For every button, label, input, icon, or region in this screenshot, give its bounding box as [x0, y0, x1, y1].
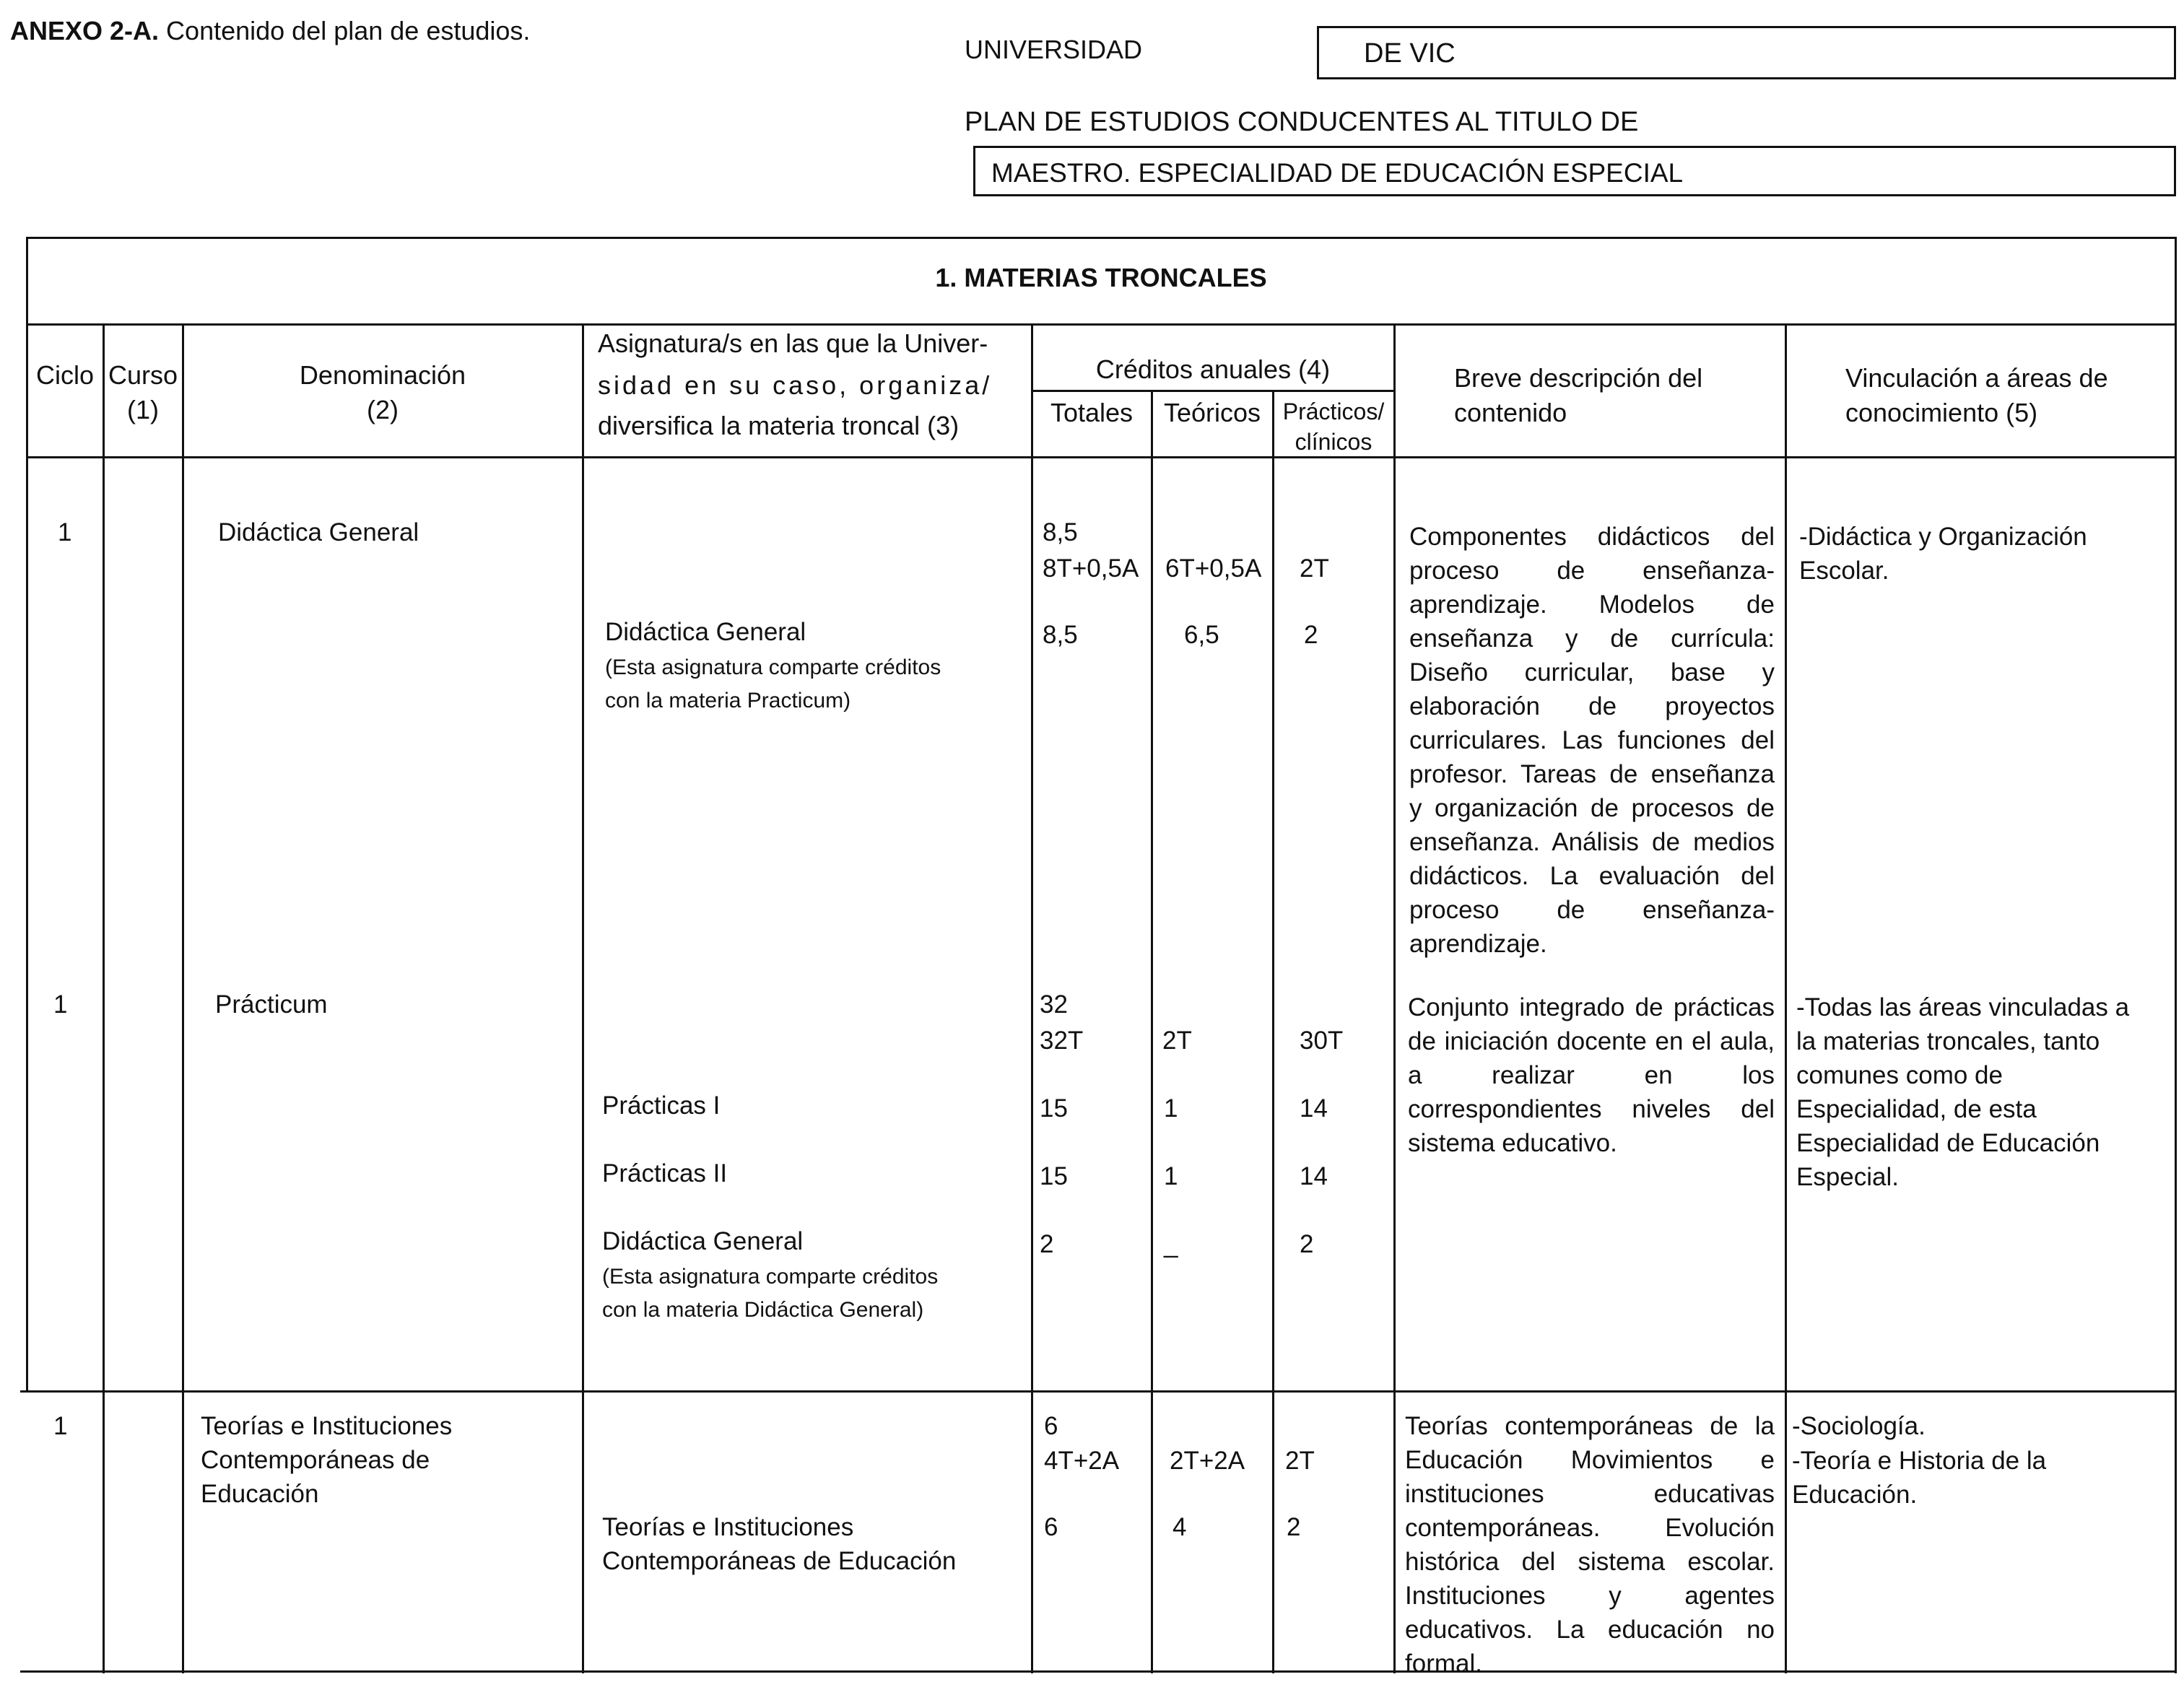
row2-subject1-totales: 15 [1040, 1094, 1068, 1123]
header-totales: Totales [1050, 398, 1134, 427]
row1-subject-note-1: (Esta asignatura comparte créditos [605, 655, 941, 679]
row3-subject-totales: 6 [1044, 1513, 1058, 1541]
row2-teoricos-split: 2T [1162, 1027, 1192, 1055]
row3-subject-line1: Teorías e Instituciones [602, 1513, 854, 1541]
row1-subject-teoricos: 6,5 [1184, 621, 1219, 649]
row1-practicos-split: 2T [1300, 554, 1329, 583]
row2-subject3-practicos: 2 [1300, 1230, 1314, 1258]
row1-denominacion: Didáctica General [218, 518, 419, 546]
plan-value: MAESTRO. ESPECIALIDAD DE EDUCACIÓN ESPECIAL [991, 158, 1684, 188]
row1-totales-split: 8T+0,5A [1043, 554, 1139, 583]
row2-practicos-split: 30T [1300, 1027, 1344, 1055]
row3-subject-practicos: 2 [1287, 1513, 1301, 1541]
row2-subject3-note-2: con la materia Didáctica General) [602, 1298, 924, 1322]
row2-subject3-note-1: (Esta asignatura comparte créditos [602, 1265, 939, 1289]
header-asignatura-line1: Asignatura/s en las que la Univer- [598, 328, 988, 358]
row2-ciclo: 1 [53, 990, 68, 1019]
row3-ciclo: 1 [53, 1412, 68, 1440]
table-title: 1. MATERIAS TRONCALES [935, 263, 1267, 292]
row1-ciclo: 1 [58, 518, 72, 546]
row2-subject1-practicos: 14 [1300, 1094, 1328, 1123]
row2-vinculacion: -Todas las áreas vinculadas a la materias troncales, tanto comunes como de Especialidad, de esta Especialidad de Educación Especial. [1796, 993, 2130, 1191]
header-practicos-line1: Prácticos/ [1282, 398, 1385, 424]
row2-subject1-teoricos: 1 [1164, 1094, 1178, 1123]
row2-subject3: Didáctica General [602, 1227, 804, 1255]
university-label: UNIVERSIDAD [965, 35, 1143, 64]
row3-subject-line2: Contemporáneas de Educación [602, 1547, 957, 1575]
header-descripcion-line2: contenido [1454, 398, 1567, 427]
annex-title: ANEXO 2-A. Contenido del plan de estudios. [10, 16, 531, 45]
header-creditos: Créditos anuales (4) [1095, 354, 1331, 384]
header-ciclo: Ciclo [35, 360, 94, 390]
row1-subject: Didáctica General [605, 618, 806, 646]
row3-vinculacion-line2: -Teoría e Historia de la Educación. [1792, 1447, 2047, 1509]
row3-denominacion-line3: Educación [201, 1480, 319, 1508]
row3-denominacion-line1: Teorías e Instituciones [201, 1412, 453, 1440]
row2-totales-split: 32T [1040, 1027, 1084, 1055]
row2-subject2-practicos: 14 [1300, 1162, 1328, 1190]
row2-totales-main: 32 [1040, 990, 1068, 1019]
row2-subject2-teoricos: 1 [1164, 1162, 1178, 1190]
header-asignatura-line3: diversifica la materia troncal (3) [598, 411, 960, 440]
row3-totales-split: 4T+2A [1044, 1447, 1120, 1475]
row1-teoricos-split: 6T+0,5A [1165, 554, 1262, 583]
row2-subject3-totales: 2 [1040, 1230, 1054, 1258]
row1-subject-practicos: 2 [1304, 621, 1318, 649]
row3-descripcion: Teorías contemporáneas de la Educación Movimientos e instituciones educativas contemporáneas. Evolución histórica del sistema escolar. Instituciones y agentes educativos. La educación no formal. [1405, 1412, 1775, 1678]
header-denominacion: Denominación [299, 360, 466, 390]
row2-subject3-teoricos: _ [1164, 1230, 1178, 1258]
row1-vinculacion: -Didáctica y Organización Escolar. [1799, 523, 2087, 585]
row2-subject1: Prácticas I [602, 1091, 721, 1120]
header-vinculacion-line1: Vinculación a áreas de [1845, 363, 2108, 393]
row1-subject-note-2: con la materia Practicum) [605, 689, 851, 713]
row1-subject-totales: 8,5 [1043, 621, 1078, 649]
header-teoricos: Teóricos [1163, 398, 1261, 427]
plan-label: PLAN DE ESTUDIOS CONDUCENTES AL TITULO DE [965, 107, 1639, 137]
header-curso: Curso [108, 360, 178, 390]
row2-descripcion: Conjunto integrado de prácticas de iniciación docente en el aula, a realizar en los correspondientes niveles del sistema educativo. [1408, 993, 1775, 1157]
row2-subject2-totales: 15 [1040, 1162, 1068, 1190]
header-descripcion-line1: Breve descripción del [1454, 363, 1703, 393]
row2-denominacion: Prácticum [215, 990, 328, 1019]
row1-totales-main: 8,5 [1043, 518, 1078, 546]
header-asignatura-line2: sidad en su caso, organiza/ [598, 370, 993, 400]
row3-practicos-split: 2T [1285, 1447, 1315, 1475]
row1-descripcion: Componentes didácticos del proceso de enseñanza-aprendizaje. Modelos de enseñanza y de currícula: Diseño curricular, base y elaboración de proyectos curriculares. Las funciones del profesor. Tareas de enseñanza y organización de procesos de enseñanza. Análisis de medios didácticos. La evaluación del proceso de enseñanza-aprendizaje. [1409, 523, 1775, 958]
row3-denominacion-line2: Contemporáneas de [201, 1446, 430, 1474]
row3-vinculacion-line1: -Sociología. [1792, 1412, 1926, 1440]
header-vinculacion-line2: conocimiento (5) [1845, 398, 2038, 427]
header-curso-note: (1) [127, 395, 159, 424]
university-field [1317, 26, 2176, 79]
plan-field [973, 146, 2176, 196]
row3-totales-main: 6 [1044, 1412, 1058, 1440]
row2-subject2: Prácticas II [602, 1159, 728, 1188]
row3-subject-teoricos: 4 [1173, 1513, 1187, 1541]
row3-teoricos-split: 2T+2A [1170, 1447, 1245, 1475]
university-value: DE VIC [1364, 38, 1456, 69]
header-denominacion-note: (2) [367, 395, 399, 424]
header-practicos-line2: clínicos [1295, 429, 1372, 455]
